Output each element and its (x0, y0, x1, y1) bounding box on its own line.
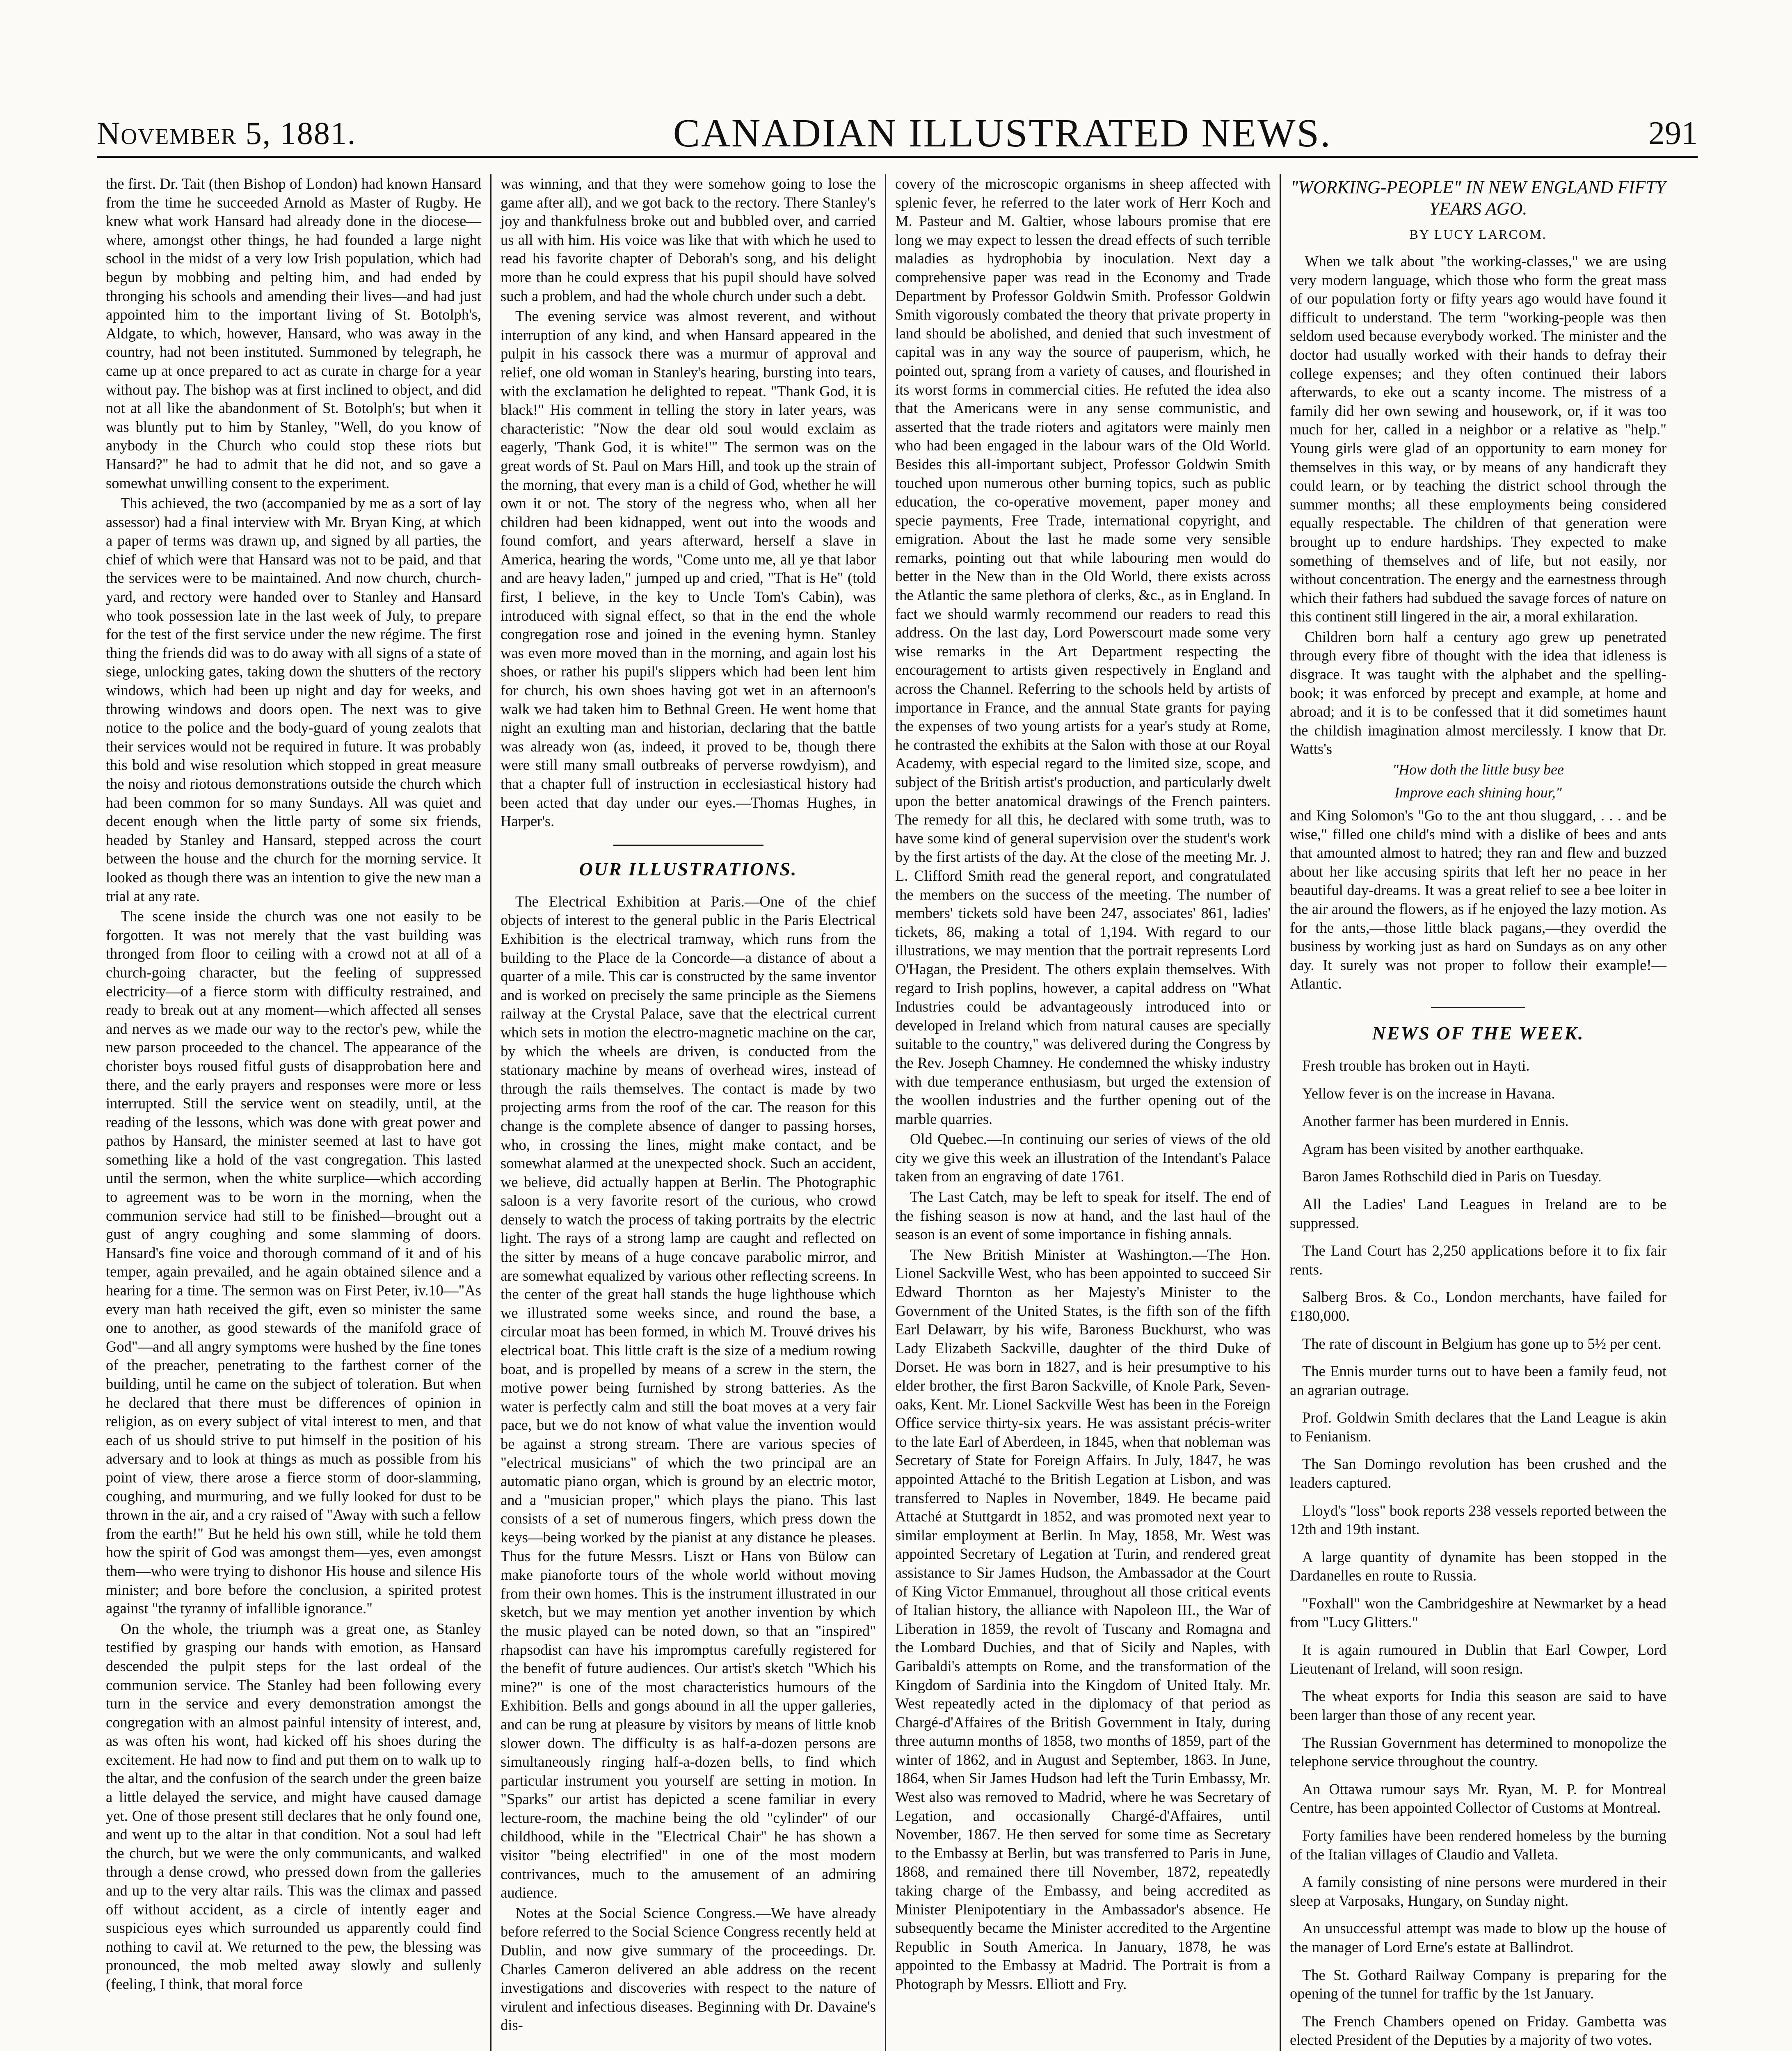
byline: BY LUCY LARCOM. (1409, 227, 1547, 242)
news-item: An Ottawa rumour says Mr. Ryan, M. P. for Montreal Centre, has been appointed Collector of Customs at Montreal. (1290, 1780, 1666, 1816)
news-item: "Foxhall" won the Cambridgeshire at Newmarket by a head from "Lucy Glitters." (1290, 1595, 1666, 1631)
paragraph: The Last Catch, may be left to speak for itself. The end of the fishing season is now at hand, and the last haul of the season is an event of some importance in fishing annals. (895, 1188, 1271, 1243)
news-item: Lloyd's "loss" book reports 238 vessels reported between the 12th and 19th instant. (1290, 1502, 1666, 1538)
news-item: All the Ladies' Land Leagues in Ireland are to be suppressed. (1290, 1195, 1666, 1231)
paragraph: The New British Minister at Washington.—The Hon. Lionel Sackville West, who has been appointed to succeed Sir Edward Thornton as her Majesty's Minister to the Government of the United States, is the fifth son of the fifth Earl Delawarr, by his wife, Baroness Buckhurst, who was Lady Elizabeth Sackville, daughter of the third Duke of Dorset. He was born in 1827, and is heir presumptive to his elder brother, the first Baron Sackville, of Knole Park, Seven-oaks, Kent. Mr. Lionel Sackville West has been in the Foreign Office service thirty-six years. He was assistant précis-writer to the late Earl of Aberdeen, in 1845, when that nobleman was Secretary of State for Foreign Affairs. In July, 1847, he was appointed Attaché to the British Legation at Lisbon, and was transferred to Naples in November, 1849. He became paid Attaché at Stuttgardt in 1852, and was promoted next year to similar employment at Berlin. In May, 1858, Mr. West was appointed Secretary of Legation at Turin, and rendered great assistance to Sir James Hudson, the Ambassador at the Court of King Victor Emmanuel, throughout all those critical events of Italian history, the alliance with Napoleon III., the War of Liberation in 1859, the revolt of Tuscany and Romagna and the Lombard Duchies, and that of Sicily and Naples, with Garibaldi's attempts on Rome, and the transformation of the Kingdom of Sardinia into the Kingdom of United Italy. Mr. West repeatedly acted in the diplomacy of that period as Chargé-d'Affaires of the British Government in Italy, during three autumn months of 1858, two months of 1859, part of the winter of 1862, and in August and September, 1863. In June, 1864, when Sir James Hudson had left the Turin Embassy, Mr. West also was removed to Madrid, where he was Secretary of Legation, and occasionally Chargé-d'Affaires, until November, 1867. He then served for some time as Secretary to the Embassy at Berlin, but was transferred to Paris in June, 1868, and remained there till November, 1872, repeatedly taking charge of the Embassy, and being accredited as Minister Plenipotentiary in the Ambassador's absence. He subsequently became the Minister accredited to the Argentine Republic in South America. In January, 1878, he was appointed to the Embassy at Madrid. The Portrait is from a Photograph by Messrs. Elliott and Fry. (895, 1246, 1271, 1992)
paragraph: This achieved, the two (accompanied by me as a sort of lay assessor) had a final interview with Mr. Bryan King, at which a paper of terms was drawn up, and signed by all parties, the chief of which were that Hansard was not to be paid, and that the services were to be maintained. And now church, church-yard, and rectory were handed over to Stanley and Hansard who took possession late in the last week of July, to prepare for the test of the first service under the new régime. The first thing the friends did was to do away with all signs of a state of siege, unlocking gates, taking down the shutters of the rectory windows, which had been up night and day for weeks, and throwing windows and doors open. The next was to give notice to the police and the body-guard of young zealots that their services would not be required in future. It was probably this bold and wise resolution which stopped in great measure the noisy and riotous demonstrations outside the church which had been common for so many Sundays. All was quiet and decent enough when the little party of some six friends, headed by Stanley and Hansard, stepped across the court between the house and the church for the morning service. It looked as though there was an intention to give the new man a trial at any rate. (106, 495, 481, 904)
paragraph: and King Solomon's "Go to the ant thou sluggard, . . . and be wise," filled one child's mind with a dislike of bees and ants that amounted almost to hatred; they ran and flew and buzzed about her like accusing spirits that left her no peace in her beautiful day-dreams. It was a great relief to see a bee loiter in the air around the flowers, as if he enjoyed the lazy motion. As for the ants,—those little black pagans,—they overdid the business by working just as hard on Sundays as on any other day. It surely was not proper to follow their example!—Atlantic. (1290, 807, 1666, 992)
news-item: Forty families have been rendered homeless by the burning of the Italian villages of Claudio and Valleta. (1290, 1827, 1666, 1863)
column-4 (1281, 174, 1675, 2051)
column-1 (97, 174, 491, 2051)
news-item: Salberg Bros. & Co., London merchants, have failed for £180,000. (1290, 1288, 1666, 1324)
news-item: Another farmer has been murdered in Ennis. (1302, 1112, 1569, 1130)
issue-date: November 5, 1881. (97, 115, 357, 151)
paragraph: was winning, and that they were somehow going to lose the game after all), and we got back to the rectory. There Stanley's joy and thankfulness broke out and bubbled over, and carried us all with him. His voice was like that with which he used to read his favorite chapter of Deborah's song, and his delight more than he could express that his pupil should have solved such a problem, and had the whole church under such a debt. (501, 175, 876, 304)
paragraph: Old Quebec.—In continuing our series of views of the old city we give this week an illustration of the Intendant's Palace taken from an engraving of date 1761. (895, 1131, 1271, 1185)
text-columns (97, 174, 1698, 2051)
news-item: Yellow fever is on the increase in Havana. (1302, 1085, 1555, 1102)
news-item: The Ennis murder turns out to have been a family feud, not an agrarian outrage. (1290, 1363, 1666, 1398)
column-3 (886, 174, 1281, 2051)
news-item: The St. Gothard Railway Company is preparing for the opening of the tunnel for traffic by the 1st January. (1290, 1966, 1666, 2002)
news-item: The rate of discount in Belgium has gone up to 5½ per cent. (1302, 1335, 1662, 1352)
news-item: Fresh trouble has broken out in Hayti. (1302, 1057, 1530, 1074)
paragraph: the first. Dr. Tait (then Bishop of London) had known Hansard from the time he succeeded Arnold as Master of Rugby. He knew what work Hansard had already done in the diocese—where, amongst other things, he had founded a large night school in the midst of a very low Irish population, which had begun by mobbing and pelting him, and had ended by thronging his schools and amending their lives—and had just appointed him to the important living of St. Botolph's, Aldgate, to which, however, Hansard, who was away in the country, had not been instituted. Summoned by telegraph, he came up at once prepared to act as curate in charge for a year without pay. The bishop was at first inclined to object, and did not at all like the abandonment of St. Botolph's; but when it was bluntly put to him by Stanley, "Well, do you know of anybody in the Church who could stop these riots but Hansard?" he had to admit that he did not, and so gave a somewhat unwilling consent to the experiment. (106, 175, 481, 491)
divider (613, 845, 763, 846)
news-item: An unsuccessful attempt was made to blow up the house of the manager of Lord Erne's estate at Ballindrot. (1290, 1920, 1666, 1955)
news-item: The French Chambers opened on Friday. Gambetta was elected President of the Deputies by a majority of two votes. (1290, 2012, 1666, 2049)
news-item: Prof. Goldwin Smith declares that the Land League is akin to Fenianism. (1290, 1409, 1666, 1445)
paragraph: The Electrical Exhibition at Paris.—One of the chief objects of interest to the general public in the Paris Electrical Exhibition is the electrical tramway, which runs from the building to the Place de la Concorde—a distance of about a quarter of a mile. This car is constructed by the same inventor and is worked on precisely the same principle as the Siemens railway at the Crystal Palace, save that the electrical current which sets in motion the electro-magnetic machine on the car, by which the wheels are driven, is conducted from the stationary machine by means of overhead wires, instead of through the rails themselves. The contact is made by two projecting arms from the roof of the car. The reason for this change is the complete absence of danger to passing horses, who, in crossing the lines, might make contact, and be somewhat alarmed at the unexpected shock. Such an accident, we believe, did actually happen at Berlin. The Photographic saloon is a very favorite resort of the curious, who crowd densely to watch the process of taking portraits by the electric light. The rays of a strong lamp are caught and reflected on the sitter by means of a huge concave parabolic mirror, and are somewhat equalized by various other reflecting screens. In the center of the great hall stands the huge lighthouse which we illustrated some weeks since, and round the base, a circular moat has been formed, in which M. Trouvé drives his electrical boat. This little craft is the size of a medium rowing boat, and is propelled by means of a screw in the stern, the motive power being furnished by strong batteries. As the water is perfectly calm and still the boat moves at a very fair pace, but we do not know of what value the invention would be against a strong stream. There are various species of "electrical musicians" of which the two principal are an automatic piano organ, which is ground by an electric motor, and a "musician proper," which plays the piano. This last consists of a set of numerous fingers, which press down the keys—being worked by the pianist at any distance he pleases. Thus for the future Messrs. Liszt or Hans von Bülow can make pianoforte tours of the whole world without moving from their own homes. This is the instrument illustrated in our sketch, but we may mention yet another invention by which the music played can be noted down, so that an "inspired" rhapsodist can have his impromptus carefully registered for the benefit of future audiences. Our artist's sketch "Which his mine?" is one of the most characteristics humours of the Exhibition. Bells and gongs abound in all the upper galleries, and can be rung at pleasure by visitors by means of little knob slower down. The difficulty is as half-a-dozen persons are simultaneously ringing half-a-dozen bells, to find which particular instrument you yourself are setting in motion. In "Sparks" our artist has depicted a scene familiar in every lecture-room, the machine being the old "cylinder" of our childhood, while in the "Electrical Chair" he has shown a visitor "being electrified" in one of the most modern contrivances, much to the amusement of an admiring audience. (501, 893, 876, 1901)
page-number: 291 (1648, 115, 1698, 151)
poem-line: "How doth the little busy bee (1392, 761, 1564, 778)
news-item: The wheat exports for India this season are said to have been larger than those of any recent year. (1290, 1688, 1666, 1723)
divider (1431, 1007, 1525, 1008)
news-item: It is again rumoured in Dublin that Earl Cowper, Lord Lieutenant of Ireland, will soon resign. (1290, 1641, 1666, 1677)
news-item: A family consisting of nine persons were murdered in their sleep at Varposaks, Hungary, on Sunday night. (1290, 1873, 1666, 1909)
poem-line: Improve each shining hour," (1394, 784, 1562, 801)
news-item: A large quantity of dynamite has been stopped in the Dardanelles en route to Russia. (1290, 1548, 1666, 1584)
news-item: Agram has been visited by another earthquake. (1302, 1140, 1584, 1157)
newspaper-title: CANADIAN ILLUSTRATED NEWS. (673, 111, 1332, 155)
section-heading-our-illustrations: OUR ILLUSTRATIONS. (579, 858, 798, 879)
news-list (1290, 1056, 1666, 2051)
section-heading-news-of-the-week: NEWS OF THE WEEK. (1372, 1022, 1584, 1044)
news-item: The Russian Government has determined to monopolize the telephone service throughout the country. (1290, 1734, 1666, 1770)
article-title: "WORKING-PEOPLE" IN NEW ENGLAND FIFTY YEARS AGO. (1290, 177, 1666, 219)
paragraph: Children born half a century ago grew up penetrated through every fibre of thought with the idea that idleness is disgrace. It was taught with the alphabet and the spelling-book; it was enforced by precept and example, at home and abroad; and it is to be confessed that it did sometimes haunt the childish imagination almost mercilessly. I know that Dr. Watts's (1290, 628, 1666, 758)
news-item: The Land Court has 2,250 applications before it to fix fair rents. (1290, 1242, 1666, 1278)
paragraph: On the whole, the triumph was a great one, as Stanley testified by grasping our hands with emotion, as Hansard descended the pulpit steps for the last ordeal of the communion service. The Stanley had been following every turn in the service and every demonstration amongst the congregation with an almost painful intensity of interest, and, as was often his wont, had kicked off his shoes during the excitement. He had now to find and put them on to walk up to the altar, and the confusion of the search under the green baize a little delayed the service, and might have caused damage yet. One of those present still declares that he only found one, and went up to the altar in that condition. Not a soul had left the church, but we were the only communicants, and walked through a dense crowd, who pressed down from the galleries and up to the very altar rails. This was the climax and passed off without accident, as a circle of intently eager and suspicious eyes which surrounded us apparently could find nothing to cavil at. We returned to the pew, the blessing was pronounced, the mob melted away slowly and sullenly (feeling, I think, that moral force (106, 1620, 481, 1992)
masthead (97, 111, 1698, 158)
paragraph: covery of the microscopic organisms in sheep affected with splenic fever, he referred to the later work of Herr Koch and M. Pasteur and M. Galtier, whose labours promise that ere long we may expect to lessen the dread effects of such terrible maladies as hydrophobia by inoculation. Next day a comprehensive paper was read in the Economy and Trade Department by Professor Goldwin Smith. Professor Goldwin Smith vigorously combated the theory that private property in land should be abolished, and denied that such investment of capital was in any way the source of pauperism, which, he pointed out, sprang from a variety of causes, and flourished in its worst forms in commercial cities. He refuted the idea also that the Americans were in any sense communistic, and asserted that the trade rioters and agitators were mainly men who had been engaged in the labour wars of the Old World. Besides this all-important subject, Professor Goldwin Smith touched upon numerous other burning topics, such as public education, the co-operative movement, paper money and specie payments, Free Trade, international copyright, and emigration. About the last he made some very sensible remarks, pointing out that while labouring men would do better in the New than in the Old World, there exists across the Atlantic the same plethora of clerks, &c., as in England. In fact we should warmly recommend our readers to read this address. On the last day, Lord Powerscourt made some very wise remarks in the Art Department respecting the encouragement to artists given respectively in England and across the Channel. Referring to the schools held by artists of importance in France, and the annual State grants for paying the expenses of two young artists for a year's study at Rome, he contrasted the exhibits at the Salon with those at our Royal Academy, with especial regard to the limited size, scope, and subject of the British artist's production, and particularly dwelt upon the better anatomical drawings of the French painters. The remedy for all this, he declared with some truth, was to have some kind of general supervision over the student's work by the first artists of the day. At the close of the meeting Mr. J. L. Clifford Smith read the general report, and congratulated the members on the success of the meeting. The number of members' tickets sold have been 247, associates' 861, ladies' tickets, 86, making a total of 1,194. With regard to our illustrations, we may mention that the portrait represents Lord O'Hagan, the President. The others explain themselves. With regard to Irish poplins, however, a capital address on "What Industries could be advantageously introduced into or developed in Ireland which from natural causes are specially suitable to the country," was delivered during the Congress by the Rev. Joseph Chamney. He condemned the whisky industry with due temperance enthusiasm, but urged the extension of the woollen industries and the further opening out of the marble quarries. (895, 175, 1271, 1127)
news-item: Baron James Rothschild died in Paris on Tuesday. (1302, 1168, 1602, 1185)
column-2 (491, 174, 886, 2051)
paragraph: When we talk about "the working-classes," we are using very modern language, which those who form the great mass of our population forty or fifty years ago would have found it difficult to understand. The term "working-people was then seldom used because everybody worked. The minister and the doctor had usually worked with their hands to defray their college expenses; and they often continued their labors afterwards, to eke out a scanty income. The mistress of a family did her own sewing and housework, or, if it was too much for her, called in a neighbor or a relative as "help." Young girls were glad of an opportunity to earn money for themselves in this way, or by means of any handicraft they could learn, or by teaching the district school through the summer months; all these employments being considered equally respectable. The children of that generation were brought up to endure hardships. They expected to make something of themselves and of life, but not easily, nor without concentration. The energy and the earnestness through which their fathers had subdued the savage forces of nature on this continent still lingered in the air, a moral exhilaration. (1290, 253, 1666, 625)
paragraph: Notes at the Social Science Congress.—We have already before referred to the Social Science Congress recently held at Dublin, and now give summary of the proceedings. Dr. Charles Cameron delivered an able address on the recent investigations and discoveries with respect to the nature of virulent and infectious diseases. Beginning with Dr. Davaine's dis- (501, 1904, 876, 2034)
paragraph: The scene inside the church was one not easily to be forgotten. It was not merely that the vast building was thronged from floor to ceiling with a crowd not at all of a church-going character, but the feeling of suppressed electricity—of a fierce storm with difficulty restrained, and ready to break out at any moment—which affected all senses and nerves as we made our way to the rector's pew, while the new parson proceeded to the chancel. The appearance of the chorister boys roused fitful gusts of disapprobation here and there, and the early prayers and responses were more or less interrupted. Still the service went on steadily, until, at the reading of the lessons, which was done with great power and pathos by Hansard, the minister seemed at last to have got something like a hold of the vast congregation. This lasted until the sermon, when the white surplice—which according to agreement was to be worn in the morning, when the communion service had still to be finished—brought out a gust of angry coughing and some slamming of doors. Hansard's fine voice and thorough command of it and of his temper, again prevailed, and he again obtained silence and a hearing for a time. The sermon was on First Peter, iv.10—"As every man hath received the gift, even so minister the same one to another, as good stewards of the manifold grace of God"—and all angry symptoms were hushed by the fine tones of the preacher, penetrating to the farthest corner of the building, until he came on the subject of toleration. But when he declared that there must be differences of opinion in religion, as on every subject of vital interest to men, and that each of us should strive to put himself in the position of his adversary and to look at things as much as possible from his point of view, there arose a fierce storm of door-slamming, coughing, and murmuring, and we fully looked for dust to be thrown in the air, and a cry raised of "Away with such a fellow from the earth!" But he held his own still, while he told them how the spirit of God was amongst them—yes, even amongst them—who were trying to dishonor His house and silence His minister; and bore before the conclusion, a spirited protest against "the tyranny of infallible ignorance." (106, 908, 481, 1617)
news-item: The San Domingo revolution has been crushed and the leaders captured. (1290, 1455, 1666, 1491)
paragraph: The evening service was almost reverent, and without interruption of any kind, and when Hansard appeared in the pulpit in his cassock there was a murmur of approval and relief, one old woman in Stanley's hearing, bursting into tears, with the exclamation he delighted to repeat. "Thank God, it is black!" His comment in telling the story in later years, was characteristic: "Now the dear old soul would exclaim as eagerly, 'Thank God, it is white!'" The sermon was on the great words of St. Paul on Mars Hill, and took up the strain of the morning, that every man is a child of God, whether he will own it or not. The story of the negress who, when all her children had been kidnapped, went out into the woods and found comfort, and years afterward, herself a slave in America, hearing the words, "Come unto me, all ye that labor and are heavy laden," jumped up and cried, "That is He" (told first, I believe, in the key to Uncle Tom's Cabin), was introduced with signal effect, so that in the end the whole congregation rose and joined in the evening hymn. Stanley was even more moved than in the morning, and again lost his shoes, or rather his pupil's slippers which had been lent him for church, his own shoes having got wet in an afternoon's walk we had taken him to Bethnal Green. He went home that night an exulting man and historian, declaring that the battle was already won (as, indeed, it proved to be, though there were still many small outbreaks of perverse rowdyism), and that a chapter full of instruction in ecclesiastical history had been acted that day under our eyes.—Thomas Hughes, in Harper's. (501, 308, 876, 830)
